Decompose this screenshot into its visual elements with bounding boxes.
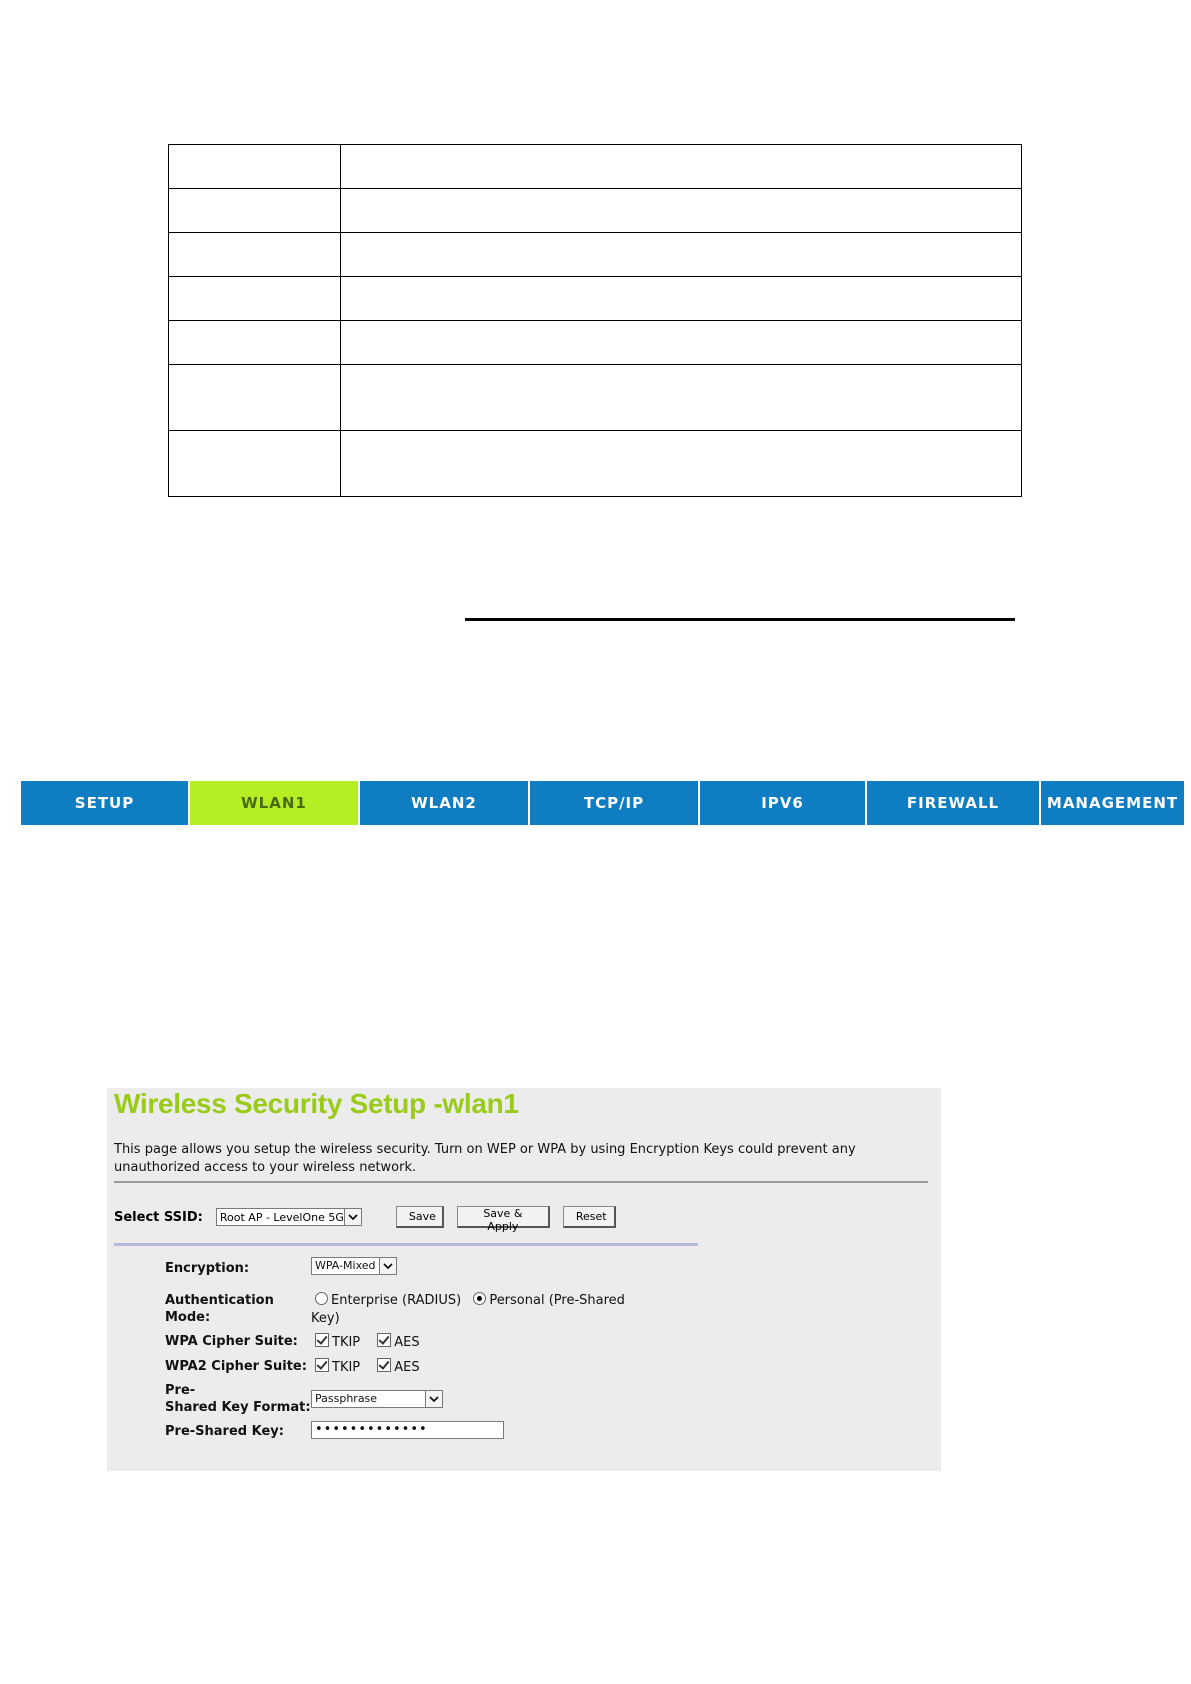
reset-button[interactable]: Reset [563,1206,616,1228]
table-cell [169,145,341,189]
psk-format-select[interactable] [311,1390,443,1408]
tab-ipv6[interactable]: IPV6 [700,781,865,825]
ssid-label: Select SSID: [114,1209,203,1225]
divider [114,1181,928,1183]
table-cell [169,365,341,431]
save-button[interactable]: Save [396,1206,444,1228]
wpa2-cipher-options [311,1358,420,1377]
wpa-cipher-options [311,1333,420,1352]
wireless-security-panel [107,1088,941,1471]
chevron-down-icon [379,1258,396,1274]
encryption-label: Encryption: [165,1261,250,1276]
tab-management[interactable]: MANAGEMENT [1041,781,1184,825]
tab-firewall[interactable]: FIREWALL [867,781,1039,825]
radio-personal[interactable] [473,1292,486,1305]
wpa2-aes-checkbox[interactable] [377,1358,391,1372]
table-cell [341,277,1022,321]
wpa2-tkip-checkbox[interactable] [315,1358,329,1372]
tab-setup[interactable]: SETUP [21,781,188,825]
chevron-down-icon [344,1209,361,1225]
ssid-row [114,1206,616,1233]
psk-label: Pre-Shared Key: [165,1424,284,1439]
ssid-select-value: Root AP - LevelOne 5G [219,1210,344,1224]
table-cell [169,189,341,233]
table-cell [341,431,1022,497]
personal-option-label-wrap: Key) [311,1311,340,1326]
table-cell [341,233,1022,277]
divider [114,1243,698,1246]
tab-wlan1[interactable]: WLAN1 [190,781,358,825]
table-cell [341,365,1022,431]
encryption-select-value: WPA-Mixed [315,1259,376,1272]
save-apply-button[interactable]: Save & Apply [457,1206,550,1228]
tab-wlan2[interactable]: WLAN2 [360,781,528,825]
table-cell [169,233,341,277]
wpa2-tkip-label: TKIP [332,1360,361,1375]
table-cell [341,145,1022,189]
auth-mode-options [311,1292,625,1328]
table-cell [169,277,341,321]
wpa-cipher-label: WPA Cipher Suite: [165,1334,298,1349]
psk-format-label [165,1382,311,1416]
psk-format-label-line2: Shared Key Format: [165,1400,311,1415]
table-cell [169,321,341,365]
enterprise-option-label: Enterprise (RADIUS) [331,1293,462,1308]
radio-enterprise[interactable] [315,1292,328,1305]
wpa-aes-label: AES [394,1335,420,1350]
ssid-select[interactable] [216,1208,362,1226]
wpa-tkip-label: TKIP [332,1335,361,1350]
table-cell [341,321,1022,365]
chevron-down-icon [425,1391,442,1407]
page-description: This page allows you setup the wireless security. Turn on WEP or WPA by using Encryption Keys could prevent any unauthorized access to your wireless network. [114,1142,856,1175]
wpa2-aes-label: AES [394,1360,420,1375]
auth-mode-label-line2: Mode: [165,1310,211,1325]
table-cell [341,189,1022,233]
page-title: Wireless Security Setup -wlan1 [114,1088,519,1119]
empty-document-table [168,144,1022,497]
encryption-select[interactable] [311,1257,397,1275]
wpa-aes-checkbox[interactable] [377,1333,391,1347]
horizontal-rule [465,618,1015,621]
psk-input[interactable]: ••••••••••••• [311,1421,504,1439]
wpa-tkip-checkbox[interactable] [315,1333,329,1347]
personal-option-label: Personal (Pre-Shared [489,1293,625,1308]
main-nav-bar [21,781,1184,825]
wpa2-cipher-label: WPA2 Cipher Suite: [165,1359,307,1374]
tab-tcpip[interactable]: TCP/IP [530,781,698,825]
auth-mode-label-line1: Authentication [165,1293,274,1308]
auth-mode-label [165,1292,274,1326]
psk-format-select-value: Passphrase [315,1392,378,1405]
psk-format-label-line1: Pre- [165,1383,196,1398]
table-cell [169,431,341,497]
